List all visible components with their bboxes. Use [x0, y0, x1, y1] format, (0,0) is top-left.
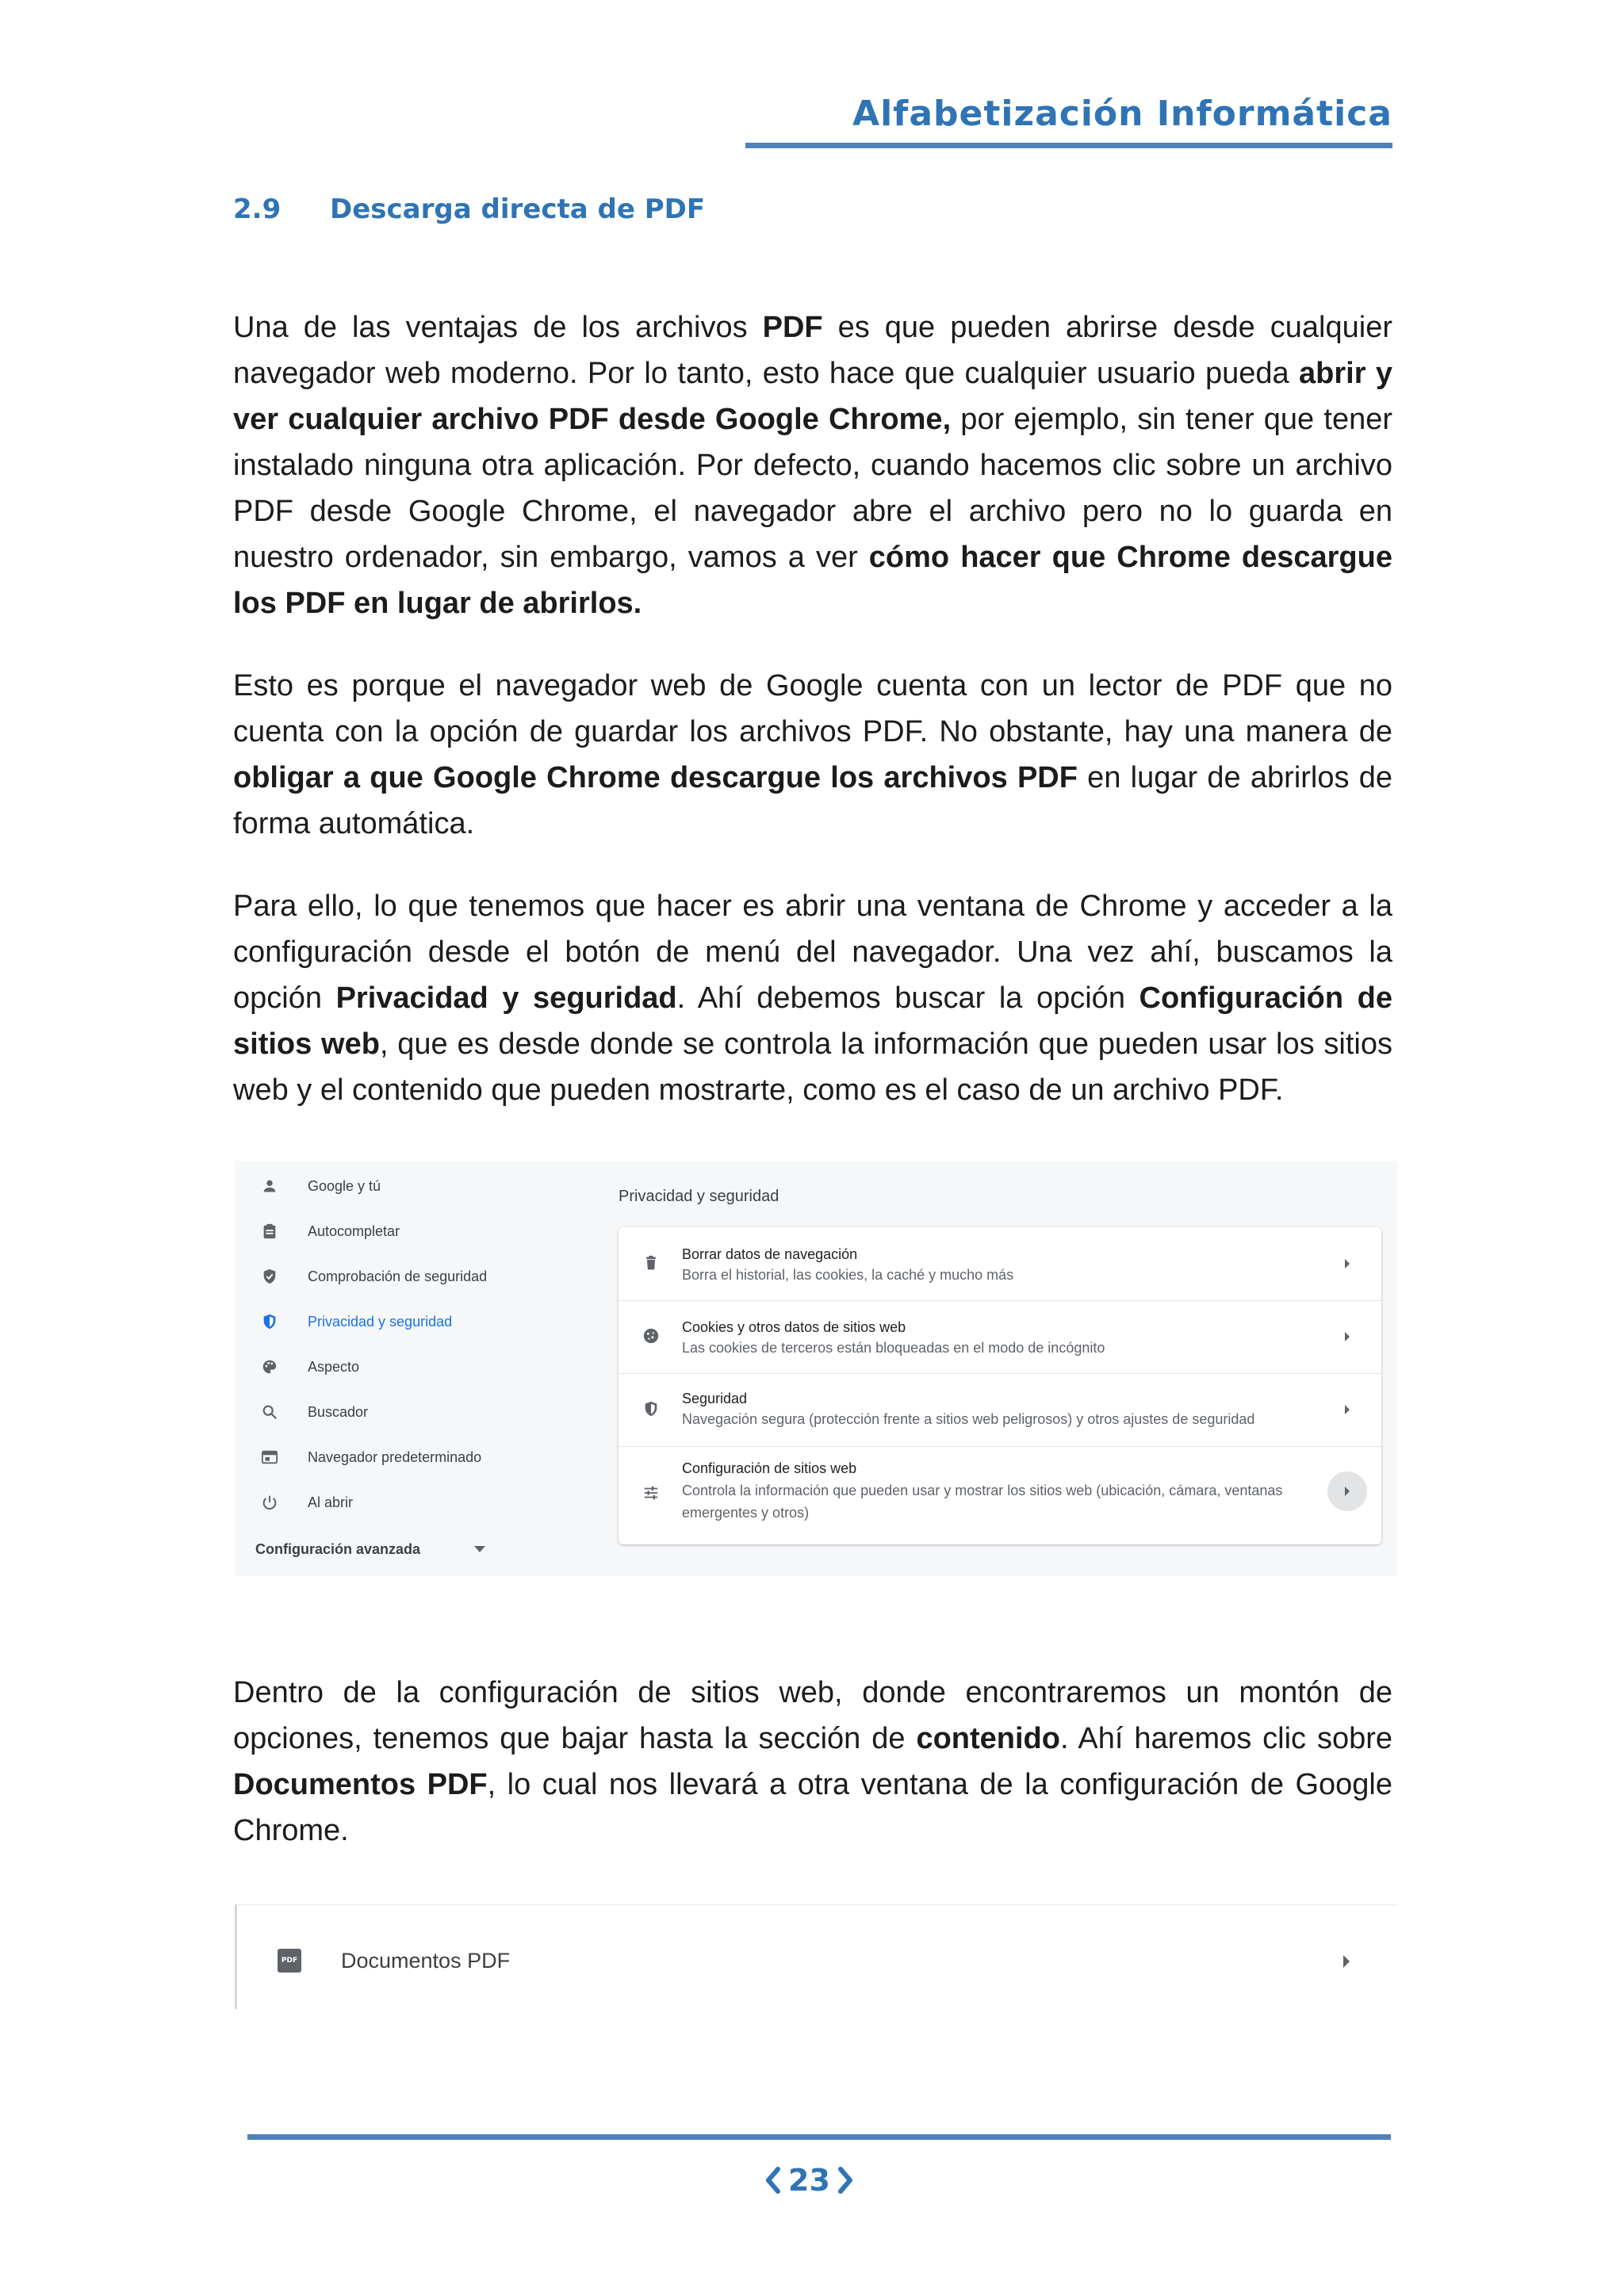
sidebar-item-aspecto[interactable]: Aspecto — [259, 1351, 359, 1383]
text-run: es que pueden abrirse desde cualquier navegador web moderno. Por lo tanto, esto hace que cualquier usuario pueda — [233, 311, 1392, 390]
chevron-right-icon — [1345, 1259, 1350, 1269]
settings-sidebar — [235, 1161, 584, 1576]
advanced-settings-toggle[interactable]: Configuración avanzada — [255, 1541, 421, 1557]
sidebar-item-comprobacion-de-seguridad[interactable]: Comprobación de seguridad — [259, 1261, 487, 1292]
pdf-documents-screenshot — [235, 1904, 1397, 2009]
settings-row-configuracion-sitios-web[interactable]: Configuración de sitios web Controla la información que pueden usar y mostrar los sitios web (ubicación, cámara, ventanas emergentes y otros) — [619, 1446, 1381, 1544]
section-title: Descarga directa de PDF — [330, 193, 706, 225]
pdf-file-icon: PDF — [278, 1949, 301, 1973]
bold-text: Privacidad y seguridad — [335, 982, 677, 1015]
bold-text: obligar a que Google Chrome descargue los archivos PDF — [233, 761, 1078, 794]
settings-row-borrar-datos[interactable]: Borrar datos de navegación Borra el historial, las cookies, la caché y mucho más — [619, 1227, 1381, 1301]
sidebar-item-autocompletar[interactable]: Autocompletar — [259, 1215, 400, 1247]
text-run: Una de las ventajas de los archivos — [233, 311, 763, 344]
header-title: Alfabetización Informática — [852, 94, 1392, 134]
section-heading — [233, 193, 705, 225]
section-number: 2.9 — [233, 193, 282, 225]
settings-row-cookies[interactable]: Cookies y otros datos de sitios web Las cookies de terceros están bloqueadas en el modo de incógnito — [619, 1300, 1381, 1374]
chevron-right-icon — [1345, 1405, 1350, 1414]
pdf-documents-label[interactable]: Documentos PDF — [341, 1949, 511, 1973]
chevron-right-icon[interactable] — [1327, 1471, 1367, 1511]
bold-text: abrir y ver cualquier archivo PDF desde Google Chrome, — [233, 357, 1393, 436]
text-run: en lugar de abrirlos de forma automática. — [233, 761, 1392, 840]
search-icon — [259, 1401, 281, 1423]
text-run: Para ello, lo que tenemos que hacer es abrir una ventana de Chrome y acceder a la configuración desde el botón de menú del navegador. Una vez ahí, buscamos la opción — [233, 890, 1392, 1015]
privacy-section-title: Privacidad y seguridad — [619, 1188, 779, 1205]
shield-icon — [259, 1311, 281, 1333]
trash-icon — [639, 1251, 663, 1275]
chevron-left-icon — [764, 2164, 782, 2196]
paragraph-3 — [233, 883, 1392, 1113]
chevron-down-icon — [474, 1546, 485, 1552]
bold-text: Configuración de sitios web — [233, 982, 1392, 1061]
shield-check-icon — [259, 1265, 281, 1288]
text-run: . Ahí haremos clic sobre — [1059, 1722, 1392, 1755]
settings-row-seguridad[interactable]: Seguridad Navegación segura (protección frente a sitios web peligrosos) y otros ajustes de seguridad — [619, 1373, 1381, 1447]
palette-icon — [259, 1356, 281, 1378]
text-run: Dentro de la configuración de sitios web, donde encontraremos un montón de opciones, tenemos que bajar hasta la sección de — [233, 1676, 1392, 1755]
paragraph-1 — [233, 304, 1392, 626]
paragraph-4 — [233, 1670, 1392, 1854]
chevron-right-icon — [837, 2164, 854, 2196]
bold-text: Documentos PDF — [233, 1768, 488, 1801]
shield-icon — [639, 1397, 663, 1421]
chevron-right-icon[interactable] — [1343, 1955, 1350, 1968]
bold-text: PDF — [762, 311, 823, 344]
sidebar-item-navegador-predeterminado[interactable]: Navegador predeterminado — [259, 1441, 481, 1473]
text-run: , lo cual nos llevará a otra ventana de la configuración de Google Chrome. — [233, 1768, 1392, 1847]
chrome-settings-screenshot — [235, 1161, 1397, 1576]
footer-rule — [247, 2134, 1391, 2140]
cookie-icon — [639, 1324, 663, 1348]
paragraph-2 — [233, 663, 1392, 847]
sliders-icon — [639, 1481, 663, 1505]
text-run: , que es desde donde se controla la información que pueden usar los sitios web y el contenido que pueden mostrarte, como es el caso de un archivo PDF. — [233, 1027, 1392, 1107]
sidebar-item-buscador[interactable]: Buscador — [259, 1396, 368, 1428]
text-run: . Ahí debemos buscar la opción — [676, 982, 1139, 1015]
browser-icon — [259, 1446, 281, 1468]
sidebar-item-privacidad-y-seguridad[interactable]: Privacidad y seguridad — [259, 1306, 452, 1337]
power-icon — [259, 1491, 281, 1513]
sidebar-item-al-abrir[interactable]: Al abrir — [259, 1487, 353, 1518]
page-number: 23 — [764, 2160, 854, 2201]
text-run: Esto es porque el navegador web de Google cuenta con un lector de PDF que no cuenta con la opción de guardar los archivos PDF. No obstante, hay una manera de — [233, 669, 1392, 748]
text-run: por ejemplo, sin tener que tener instalado ninguna otra aplicación. Por defecto, cuando hacemos clic sobre un archivo PDF desde Google Chrome, el navegador abre el archivo pero no lo guarda en nuestro ordenador, sin embargo, vamos a ver — [233, 403, 1392, 574]
chevron-right-icon — [1345, 1332, 1350, 1341]
clipboard-icon — [259, 1220, 281, 1242]
privacy-settings-card — [619, 1227, 1381, 1544]
sidebar-item-google-y-tu[interactable]: Google y tú — [259, 1170, 381, 1202]
bold-text: cómo hacer que Chrome descargue los PDF en lugar de abrirlos. — [233, 541, 1392, 620]
header-rule — [745, 143, 1392, 148]
person-icon — [259, 1175, 281, 1197]
bold-text: contenido — [916, 1722, 1060, 1755]
